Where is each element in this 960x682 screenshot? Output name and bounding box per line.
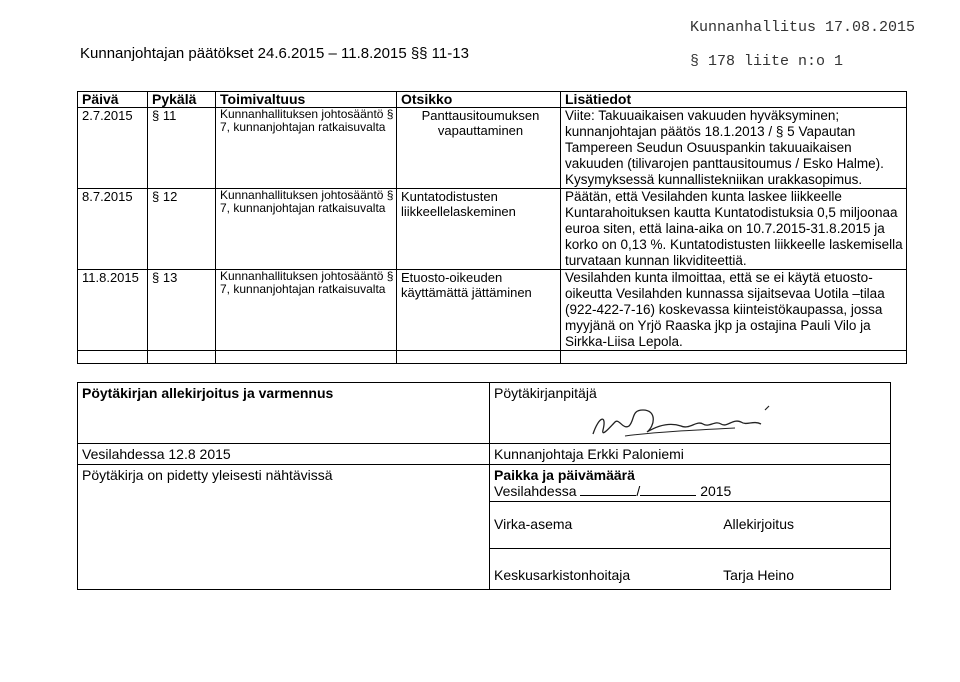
signer-name: Kunnanjohtaja Erkki Paloniemi	[494, 446, 684, 462]
signer-cell	[490, 444, 891, 465]
authority-cell: Kunnanhallituksen johtosääntö § 7, kunnanjohtajan ratkaisuvalta	[216, 270, 397, 351]
month-blank	[640, 483, 696, 496]
place-line-prefix: Vesilahdessa	[494, 483, 577, 499]
document-title: Kunnanjohtajan päätökset 24.6.2015 – 11.8.2015 §§ 11-13	[80, 45, 469, 62]
signature-right-heading: Pöytäkirjanpitäjä	[494, 385, 597, 401]
table-row-empty	[78, 351, 907, 364]
subject-cell: Etuosto-oikeuden käyttämättä jättäminen	[397, 270, 561, 351]
table-row	[78, 189, 907, 270]
details-cell: Viite: Takuuaikaisen vakuuden hyväksyminen; kunnanjohtajan päätös 18.1.2013 / § 5 Vapautan Tampereen Seudun Osuuspankin takuuaikaisen vakuuden (tilivarojen panttausitoumus / Esko Halme). Kysymyksessä kunnallistekniikan urakkasopimus.	[561, 108, 907, 189]
signature-label: Allekirjoitus	[723, 516, 794, 532]
authority-cell: Kunnanhallituksen johtosääntö § 7, kunnanjohtajan ratkaisuvalta	[216, 108, 397, 189]
place-date-cell	[78, 444, 490, 465]
meeting-reference: Kunnanhallitus 17.08.2015	[690, 19, 916, 36]
day-blank	[580, 483, 636, 496]
appendix-reference: § 178 liite n:o 1	[690, 53, 844, 70]
table-row	[78, 108, 907, 189]
table-header-row	[78, 92, 907, 108]
date-cell: 8.7.2015	[78, 189, 148, 270]
place-date-block	[490, 465, 891, 502]
subject-cell: Panttausitoumuksen vapauttaminen	[397, 108, 561, 189]
column-header: Lisätiedot	[561, 92, 907, 108]
public-note: Pöytäkirja on pidetty yleisesti nähtävissä	[82, 467, 333, 483]
section-cell: § 13	[148, 270, 216, 351]
date-cell: 2.7.2015	[78, 108, 148, 189]
section-cell: § 11	[148, 108, 216, 189]
column-header: Pykälä	[148, 92, 216, 108]
signature-value: Tarja Heino	[723, 567, 794, 583]
role-label: Virka-asema	[494, 516, 573, 532]
public-note-cell	[78, 465, 490, 590]
place-date-heading: Paikka ja päivämäärä	[494, 467, 635, 483]
subject-cell: Kuntatodistusten liikkeellelaskeminen	[397, 189, 561, 270]
table-row	[78, 270, 907, 351]
decisions-table	[77, 91, 907, 364]
column-header: Päivä	[78, 92, 148, 108]
signature-left-cell	[78, 383, 490, 444]
authority-cell: Kunnanhallituksen johtosääntö § 7, kunnanjohtajan ratkaisuvalta	[216, 189, 397, 270]
role-value: Keskusarkistonhoitaja	[494, 567, 631, 583]
column-header: Toimivaltuus	[216, 92, 397, 108]
role-value-cell	[490, 549, 891, 590]
place-line-year: 2015	[700, 483, 732, 499]
handwritten-signature	[585, 396, 775, 446]
place-date-line	[494, 483, 886, 499]
signature-left-heading: Pöytäkirjan allekirjoitus ja varmennus	[82, 385, 334, 401]
details-cell: Vesilahden kunta ilmoittaa, että se ei käytä etuosto-oikeutta Vesilahden kunnassa sijaitsevaa Uotila –tilaa (922-422-7-16) koskevassa kiinteistökaupassa, jossa myyjänä on Yrjö Raaska jkp ja ostajina Pauli Vilo ja Sirkka-Liisa Lepola.	[561, 270, 907, 351]
section-cell: § 12	[148, 189, 216, 270]
place-date: Vesilahdessa 12.8 2015	[82, 446, 231, 462]
details-cell: Päätän, että Vesilahden kunta laskee liikkeelle Kuntarahoituksen kautta Kuntatodistuksia 0,5 miljoonaa euroa siten, että laina-aika on 10.7.2015-31.8.2015 ja korko on 0,13 %. Kuntatodistusten liikkeelle laskemisella turvataan kunnan likviditeettiä.	[561, 189, 907, 270]
role-label-cell	[490, 502, 891, 549]
column-header: Otsikko	[397, 92, 561, 108]
date-cell: 11.8.2015	[78, 270, 148, 351]
place-line-sep: /	[636, 483, 641, 499]
